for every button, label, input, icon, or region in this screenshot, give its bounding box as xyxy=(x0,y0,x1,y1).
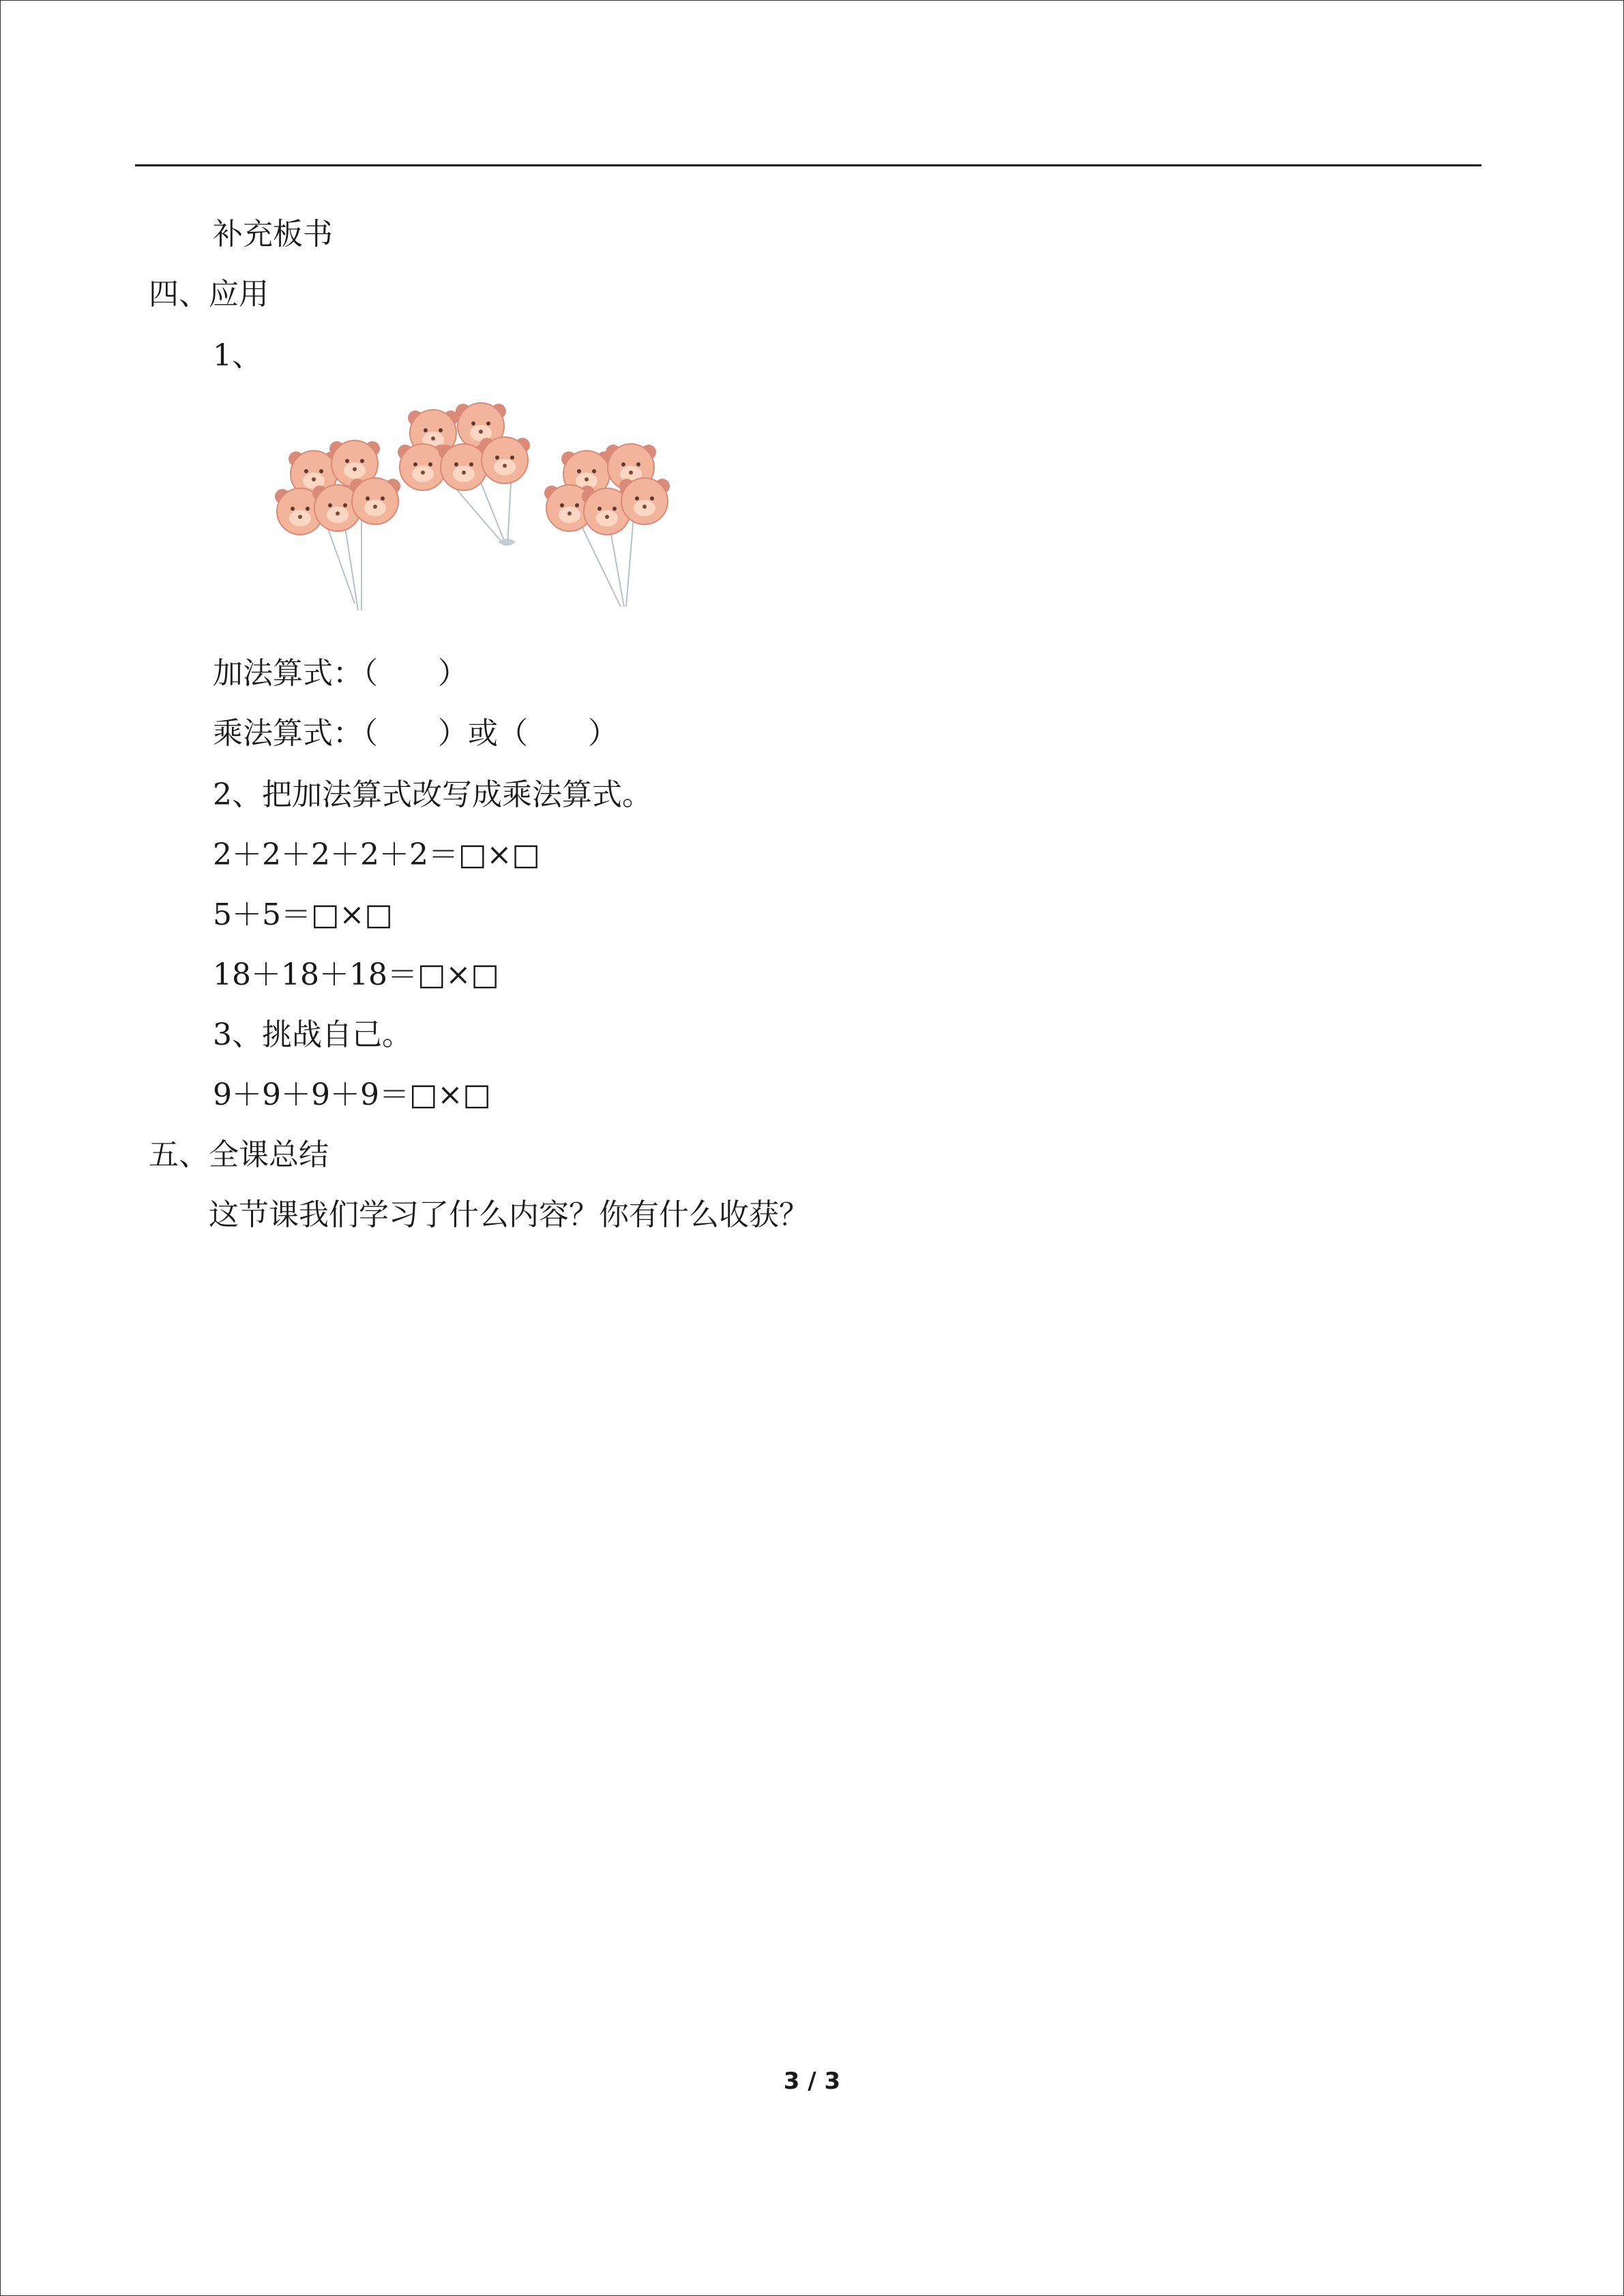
supplement-line: 补充板书 xyxy=(213,217,333,252)
equation-1: 2＋2＋2＋2＋2＝□×□ xyxy=(213,837,540,872)
equation-3: 18＋18＋18＝□×□ xyxy=(213,957,499,992)
equation-2: 5＋5＝□×□ xyxy=(213,897,393,932)
question-3-text: 3、挑战自己。 xyxy=(213,1017,412,1052)
header-rule xyxy=(135,164,1481,166)
section-4-heading: 四、应用 xyxy=(149,277,269,312)
equation-4: 9＋9＋9＋9＝□×□ xyxy=(213,1077,491,1112)
multiplication-expression-prompt: 乘法算式：（ ）或（ ） xyxy=(213,716,618,751)
question-2-text: 2、把加法算式改写成乘法算式。 xyxy=(213,777,652,812)
question-1-label: 1、 xyxy=(213,338,262,373)
summary-question: 这节课我们学习了什么内容？你有什么收获？ xyxy=(209,1197,809,1232)
addition-expression-prompt: 加法算式：（ ） xyxy=(213,656,468,691)
bear-balloons-illustration xyxy=(252,399,675,617)
section-5-heading: 五、全课总结 xyxy=(149,1137,329,1172)
page-number: 3 / 3 xyxy=(783,2068,841,2095)
